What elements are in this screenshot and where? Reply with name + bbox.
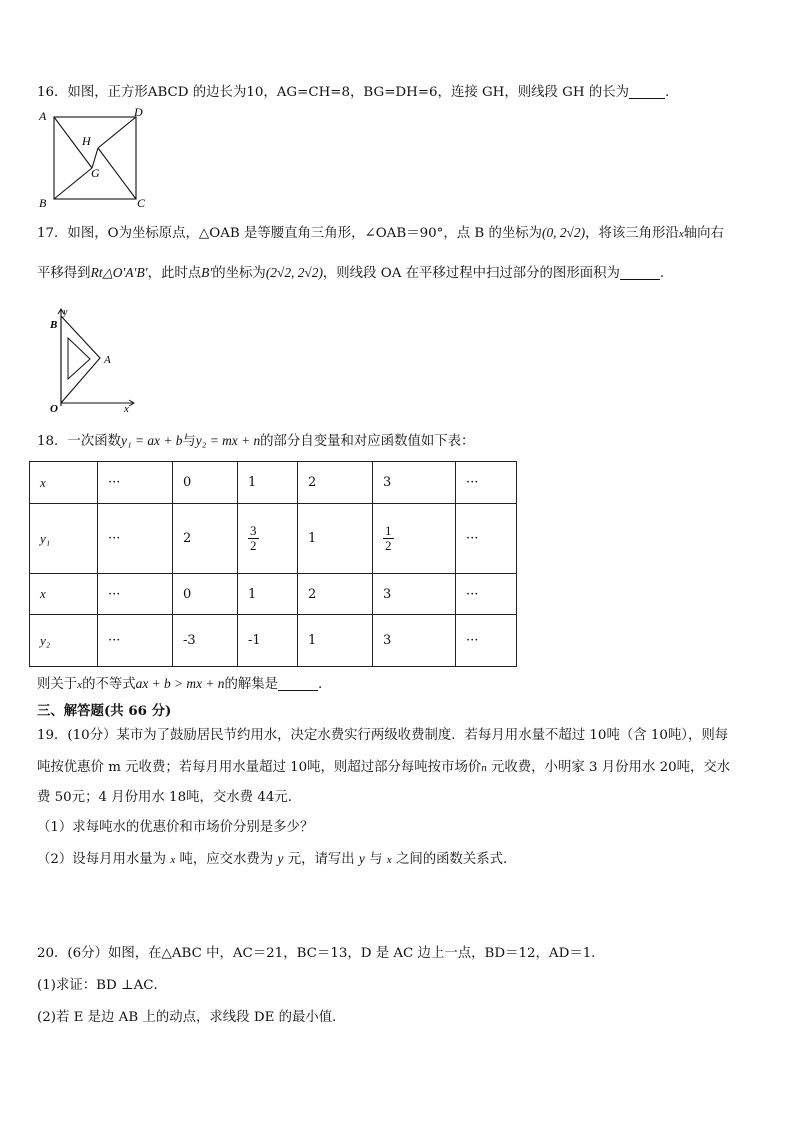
segment-ch — [98, 148, 136, 199]
answer-blank-17[interactable] — [620, 266, 660, 280]
q20-part2: (2)若 E 是边 AB 上的动点，求线段 DE 的最小值． — [37, 1010, 346, 1025]
fraction-1-2: $\frac{1}{2}$ — [385, 523, 392, 553]
q19-line3: 费 50元；4 月份用水 18吨，交水费 44元． — [37, 790, 302, 805]
segment-gh — [92, 148, 98, 168]
answer-blank-16[interactable] — [629, 85, 665, 99]
answer-blank-18[interactable] — [278, 677, 318, 691]
label-c: C — [137, 196, 146, 209]
label-a: A — [104, 354, 111, 366]
table-row-x1: x ··· 0 1 2 3 ··· — [30, 462, 517, 504]
q18-value-table — [29, 461, 517, 667]
q17-line2: 平移得到Rt△O′A′B′，此时点B′的坐标为(2√2, 2√2)，则线段 OA 在平移过程中扫过部分的图形面积为 . — [37, 265, 665, 281]
label-a: A — [39, 109, 47, 123]
segment-dh — [98, 117, 136, 148]
label-y: y — [63, 307, 68, 318]
q19-line1: 19．(10分）某市为了鼓励居民节约用水，决定水费实行两级收费制度．若每月用水量不超过 10吨（含 10吨），则每 — [37, 728, 729, 743]
q19-part1: （1）求每吨水的优惠价和市场价分别是多少？ — [37, 820, 314, 835]
label-b: B — [39, 196, 47, 209]
q18-question: 则关于x的不等式ax + b > mx + n的解集是 . — [37, 676, 323, 692]
var-y-2: y — [358, 851, 365, 866]
label-b: B — [50, 319, 58, 331]
label-o: O — [50, 403, 58, 415]
table-row-y1: y₁ ··· 2 $\frac{3}{2}$ 1 $\frac{1}{2}$ ··· — [30, 504, 517, 574]
q19-line2: 吨按优惠价 m 元收费；若每月用水量超过 10吨，则超过部分每吨按市场价n 元收费，小明家 3 月份用水 20吨，交水 — [37, 760, 731, 775]
table-row-x2: x ··· 0 1 2 3 ··· — [30, 574, 517, 615]
q20-part1: (1)求证：BD ⊥AC． — [37, 978, 167, 993]
label-h: H — [82, 134, 91, 148]
q17-line1: 17．如图，O为坐标原点，△OAB 是等腰直角三角形，∠OAB＝90°，点 B 的坐标为(0, 2√2)，将该三角形沿x轴向右 — [37, 225, 724, 241]
q19-part2: （2）设每月用水量为 x 吨，应交水费为 y 元，请写出 y 与 x 之间的函数关系式． — [37, 851, 517, 867]
q18-intro: 18．一次函数y₁ = ax + b与y₂ = mx + n的部分自变量和对应函数值如下表： — [37, 433, 475, 449]
q17-figure — [44, 306, 140, 416]
var-x-2: x — [386, 854, 392, 866]
triangle-oab — [61, 316, 100, 403]
table-row-y2: y₂ ··· -3 -1 1 3 ··· — [30, 615, 517, 667]
q16-figure — [36, 105, 148, 209]
q20-line1: 20．(6分）如图，在△ABC 中，AC＝21，BC＝13，D 是 AC 边上一点，BD＝12，AD＝1． — [37, 946, 605, 961]
segment-bg — [54, 168, 92, 199]
label-d: D — [134, 105, 143, 119]
section-heading: 三、解答题(共 66 分) — [37, 703, 172, 719]
label-x: x — [124, 403, 129, 415]
fraction-3-2: $\frac{3}{2}$ — [250, 523, 257, 553]
q16-text: 16．如图，正方形ABCD 的边长为10，AG=CH=8，BG=DH=6，连接 GH，则线段 GH 的长为 . — [37, 85, 670, 100]
label-g: G — [91, 166, 100, 180]
